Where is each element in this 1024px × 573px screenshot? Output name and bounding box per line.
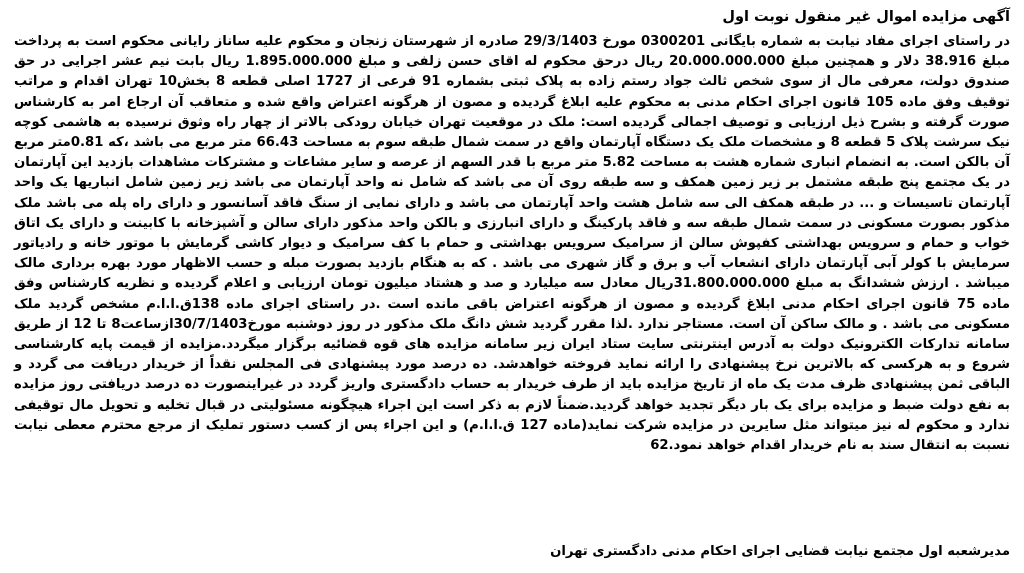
notice-title: آگهی مزایده اموال غیر منقول نوبت اول <box>722 9 1010 25</box>
notice-body: در راستای اجرای مفاد نیابت به شماره بایگانی 0300201 مورخ 29/3/1403 صادره از شهرستان زنجان و محکوم علیه ساناز رایانی محکوم است به پرداخت مبلغ 38.916 دلار و همچنین مبلغ 20.000.000.000 ریال درحق محکوم له اقای حسن زلفی و مبلغ 1.895.000.000 ریال بابت نیم عشر اجرایی در حق صندوق دولت، معرفی مال از سوی شخص ثالث جواد رستم زاده به پلاک ثبتی بشماره 91 فرعی از 1727 اصلی قطعه 8 بخش10 تهران اقدام و مراتب توقیف وفق ماده 105 قانون اجرای احکام مدنی به محکوم علیه ابلاغ گردیده و مصون از هرگونه اعتراض واقع شده و متعاقب آن ارجاع امر به کارشناس صورت گرفته و بشرح ذیل ارزیابی و توصیف اجمالی گردیده است: ملک در موقعیت تهران خیابان رودکی بالاتر از چهار راه وثوق نرسیده به هاشمی کوچه نیک سرشت پلاک 5 قطعه 8 و مشخصات ملک یک دستگاه آپارتمان واقع در سمت شمال طبقه سوم به مساحت 66.43 متر مربع می باشد ،که 0.81متر مربع آن بالکن است. به انضمام انباری شماره هشت به مساحت 5.82 متر مربع با قدر السهم از عرصه و سایر مشاعات و مشترکات مشاهدات بازدید این آپارتمان در یک مجتمع پنج طبقه مشتمل بر زیر زمین همکف و سه طبقه روی آن می باشد که شامل نه واحد آپارتمان می باشد زیر زمین شامل انباریها یک واحد آپارتمان تاسیسات و ... در طبقه همکف الی سه شامل هشت واحد آپارتمان می باشد و دارای نمایی از سنگ فاقد آسانسور و دارای راه پله می باشد ملک مذکور بصورت مسکونی در سمت شمال طبقه سه و فاقد پارکینگ و دارای انبارزی و بالکن واحد مذکور دارای سالن و آشپزخانه با کابینت و دارای یک اتاق خواب و حمام و سرویس بهداشتی کفپوش سالن از سرامیک سرویس بهداشتی و حمام با کف سرامیک و دیوار کاشی گرمایش با موتور خانه و رادیاتور سرمایش با کولر آبی آپارتمان دارای انشعاب آب و برق و گاز شهری می باشد . که به هنگام بازدید بصورت مبله و حسب الاظهار مورد بهره برداری مالک میباشد . ارزش ششدانگ به مبلغ 31.800.000.000ریال معادل سه میلیارد و صد و هشتاد میلیون تومان ارزیابی و اعلام گردیده و نظریه کارشناس وفق ماده 75 قانون اجرای احکام مدنی ابلاغ گردیده و مصون از هرگونه اعتراض باقی مانده است .در راستای اجرای ماده 138ق.ا.ا.م مشخص گردید ملک مسکونی می باشد . و مالک ساکن آن است. مستاجر ندارد .لذا مقرر گردید شش دانگ ملک مذکور در روز دوشنبه مورخ30/7/1403ازساعت8 تا 12 از طریق سامانه تدارکات الکترونیک دولت به آدرس اینترنتی سایت ستاد ایران زیر سامانه مزایده های قوه قضائیه برگزار میگردد.مزایده از قیمت پایه کارشناسی شروع و به هرکسی که بالاترین نرخ پیشنهادی را ارائه نماید فروخته خواهدشد. ده درصد مورد پیشنهادی فی المجلس نقداً از خریدار دریافت می گردد و الباقی ثمن پیشنهادی ظرف مدت یک ماه از تاریخ مزایده باید از طرف خریدار به حساب دادگستری واریز گردد در غیراینصورت ده درصد دریافتی روز مزایده به نفع دولت ضبط و مزایده برای یک بار دیگر تجدید خواهد گردید.ضمناً لازم به ذکر است این اجراء هیچگونه مسئولیتی در قبال تخلیه و تحویل مال توقیفی ندارد و محکوم له نیز میتواند مثل سایرین در مزایده شرکت نماید(ماده 127 ق.ا.ا.م) و این اجراء پس از کسب دستور تملیک از مرجع محترم معطی نیابت نسبت به انتقال سند به نام خریدار اقدام خواهد نمود.62 <box>14 34 1011 454</box>
notice-signature: مدیرشعبه اول مجتمع نیابت قضایی اجرای احکام مدنی دادگستری تهران <box>550 544 1010 559</box>
